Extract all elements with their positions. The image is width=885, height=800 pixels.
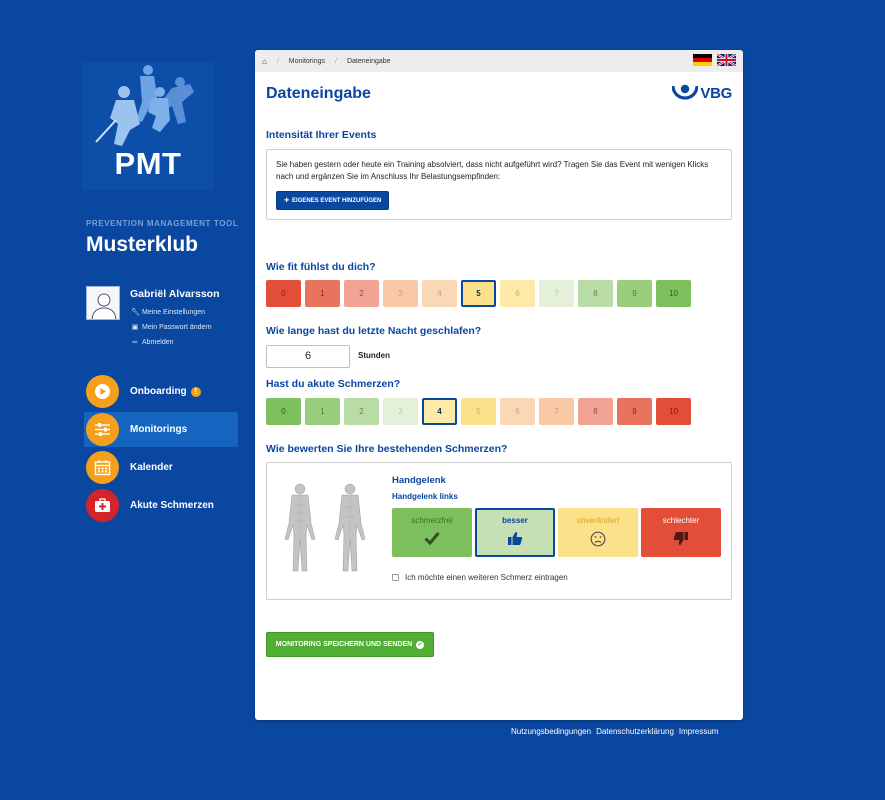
nav-item-monitorings[interactable] [84,412,238,447]
fitness-scale [266,280,691,307]
fitness-option-4[interactable]: 4 [422,280,457,307]
fitness-option-10[interactable]: 10 [656,280,691,307]
pain-sublocation: Handgelenk links [392,492,458,501]
acute-pain-option-10[interactable]: 10 [656,398,691,425]
main-card [255,50,743,720]
breadcrumb-monitorings[interactable]: Monitorings [288,57,325,65]
nav-label-kalender: Kalender [130,462,173,473]
acute-pain-option-4[interactable]: 4 [422,398,457,425]
vbg-logo-icon [672,84,698,102]
lock-icon: ▣ [131,324,139,331]
fitness-option-1[interactable]: 1 [305,280,340,307]
plus-icon: ✚ [284,198,290,204]
events-title: Intensität Ihrer Events [266,129,377,141]
body-map[interactable] [275,483,375,578]
play-icon [86,375,119,408]
rating-schmerzfrei-label: schmerzfrei [411,516,453,525]
warning-badge-icon: ! [191,387,201,397]
fitness-option-0[interactable]: 0 [266,280,301,307]
logout-icon: ⇨ [132,339,138,346]
acute-pain-option-3[interactable]: 3 [383,398,418,425]
sleep-question: Wie lange hast du letzte Nacht geschlafen? [266,325,482,337]
settings-link-label: Meine Einstellungen [142,309,206,316]
rating-schmerzfrei-button[interactable] [392,508,472,557]
pain-location: Handgelenk [392,475,446,486]
rating-unveraendert-button[interactable] [558,508,638,557]
sleep-hours-unit: Stunden [358,351,390,360]
footer-link-privacy[interactable]: Datenschutzerklärung [596,727,674,736]
footer-links [511,727,718,736]
acute-pain-option-9[interactable]: 9 [617,398,652,425]
club-subtitle: PREVENTION MANAGEMENT TOOL [86,219,239,228]
fitness-option-3[interactable]: 3 [383,280,418,307]
fitness-option-6[interactable]: 6 [500,280,535,307]
acute-pain-option-2[interactable]: 2 [344,398,379,425]
first-aid-icon [86,489,119,522]
nav-label-akute-schmerzen: Akute Schmerzen [130,500,214,511]
vbg-logo [672,84,732,102]
acute-pain-option-8[interactable]: 8 [578,398,613,425]
sidebar [0,0,245,800]
check-circle-icon: ✔ [417,642,423,648]
club-name: Musterklub [86,233,199,256]
add-event-button-label: EIGENES EVENT HINZUFÜGEN [292,197,382,204]
vbg-logo-text: VBG [700,84,732,102]
body-map-icon [275,483,375,573]
fitness-option-8[interactable]: 8 [578,280,613,307]
rating-besser-label: besser [502,516,528,525]
acute-pain-question: Hast du akute Schmerzen? [266,378,401,390]
add-event-button[interactable] [276,191,389,210]
add-pain-checkbox[interactable] [392,574,399,581]
user-name: Gabriël Alvarsson [130,288,220,300]
uk-flag-icon[interactable] [717,54,736,66]
settings-link[interactable] [131,305,212,320]
sleep-hours-input[interactable]: 6 [266,345,350,368]
neutral-face-icon [590,531,606,547]
thumbs-up-icon [507,531,523,546]
check-icon [424,531,440,545]
page-title: Dateneingabe [266,85,371,102]
acute-pain-scale [266,398,691,425]
rating-schlechter-button[interactable] [641,508,721,557]
fitness-question: Wie fit fühlst du dich? [266,261,376,273]
breadcrumb: ⌂ / Monitorings / Dateneingabe [255,50,743,72]
save-button-label: MONITORING SPEICHERN UND SENDEN [275,641,413,648]
acute-pain-option-6[interactable]: 6 [500,398,535,425]
pain-rating-options [392,508,721,557]
nav-item-kalender[interactable] [84,450,238,485]
fitness-option-2[interactable]: 2 [344,280,379,307]
main-nav [84,374,238,526]
acute-pain-option-1[interactable]: 1 [305,398,340,425]
acute-pain-option-0[interactable]: 0 [266,398,301,425]
add-pain-checkbox-row[interactable] [392,573,568,582]
add-pain-label: Ich möchte einen weiteren Schmerz eintragen [405,573,568,582]
save-and-send-button[interactable] [266,632,434,657]
events-text: Sie haben gestern oder heute ein Training absolviert, dass nicht aufgeführt wird? Tragen Sie das Event mit wenigen Klicks nach und ergänzen Sie im Anschluss Ihr Belastungsempfinden: [276,160,709,181]
footer-link-terms[interactable]: Nutzungsbedingungen [511,727,592,736]
german-flag-icon[interactable] [693,54,712,66]
change-password-link[interactable] [131,320,212,335]
home-icon[interactable]: ⌂ [262,56,267,66]
events-box [266,149,732,220]
logo-text: PMT [114,146,182,181]
logout-link[interactable] [131,335,212,350]
fitness-option-7[interactable]: 7 [539,280,574,307]
logout-link-label: Abmelden [142,339,174,346]
existing-pain-box [266,462,732,600]
pmt-logo[interactable] [82,62,214,190]
user-avatar-icon [87,287,120,320]
nav-item-akute-schmerzen[interactable] [84,488,238,523]
avatar[interactable] [86,286,120,320]
fitness-option-5[interactable]: 5 [461,280,496,307]
change-password-link-label: Mein Passwort ändern [142,324,212,331]
fitness-option-9[interactable]: 9 [617,280,652,307]
wrench-icon: 🔧︎ [131,309,140,316]
athletes-silhouette-icon [82,62,214,152]
nav-label-onboarding: Onboarding [130,386,187,397]
nav-item-onboarding[interactable] [84,374,238,409]
sliders-icon [86,413,119,446]
nav-label-monitorings: Monitorings [130,424,188,435]
calendar-icon [86,451,119,484]
rating-unveraendert-label: unverändert [576,516,620,525]
acute-pain-option-7[interactable]: 7 [539,398,574,425]
rating-schlechter-label: schlechter [662,516,700,525]
thumbs-down-icon [673,531,689,546]
breadcrumb-current: Dateneingabe [346,57,391,65]
rating-besser-button[interactable] [475,508,555,557]
user-links [131,305,212,350]
footer-link-imprint[interactable]: Impressum [678,727,719,736]
existing-pain-question: Wie bewerten Sie Ihre bestehenden Schmerzen? [266,443,508,455]
acute-pain-option-5[interactable]: 5 [461,398,496,425]
